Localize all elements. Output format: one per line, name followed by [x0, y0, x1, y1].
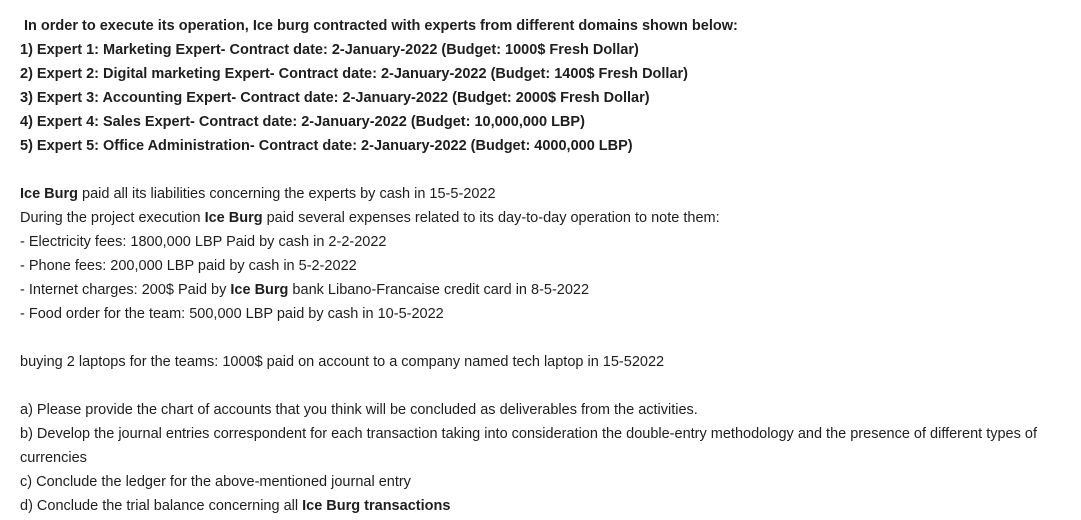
company-name: Ice Burg — [204, 210, 263, 226]
liabilities-text: paid all its liabilities concerning the experts by cash in 15-5-2022 — [78, 186, 496, 202]
expert-item-5: 5) Expert 5: Office Administration- Contract date: 2-January-2022 (Budget: 4000,000 LBP) — [20, 138, 633, 154]
question-b: b) Develop the journal entries correspondent for each transaction taking into consideration the double-entry methodology and the presence of different types of currencies — [20, 426, 1037, 466]
expert-item-2: 2) Expert 2: Digital marketing Expert- Contract date: 2-January-2022 (Budget: 1400$ Fresh Dollar) — [20, 66, 688, 82]
expert-item-4: 4) Expert 4: Sales Expert- Contract date: 2-January-2022 (Budget: 10,000,000 LBP) — [20, 114, 585, 130]
laptops-line: buying 2 laptops for the teams: 1000$ paid on account to a company named tech laptop in 15-52022 — [20, 354, 665, 370]
execution-text-post: paid several expenses related to its day-to-day operation to note them: — [262, 210, 720, 226]
spacer — [20, 158, 1078, 182]
document-body — [20, 14, 1078, 518]
expense-electricity: - Electricity fees: 1800,000 LBP Paid by cash in 2-2-2022 — [20, 234, 387, 250]
expense-phone: - Phone fees: 200,000 LBP paid by cash in 5-2-2022 — [20, 258, 357, 274]
company-name: Ice Burg — [20, 186, 79, 202]
company-name: Ice Burg — [230, 282, 289, 298]
question-d-bold: Ice Burg transactions — [302, 498, 451, 514]
spacer — [20, 374, 1078, 398]
question-c: c) Conclude the ledger for the above-mentioned journal entry — [20, 474, 411, 490]
question-a: a) Please provide the chart of accounts that you think will be concluded as deliverables from the activities. — [20, 402, 698, 418]
execution-text-pre: During the project execution — [20, 210, 205, 226]
expense-internet — [20, 278, 1078, 302]
expert-item-3: 3) Expert 3: Accounting Expert- Contract date: 2-January-2022 (Budget: 2000$ Fresh Dollar) — [20, 90, 650, 106]
expert-item-1: 1) Expert 1: Marketing Expert- Contract date: 2-January-2022 (Budget: 1000$ Fresh Dollar) — [20, 42, 639, 58]
experts-list — [20, 38, 1078, 158]
spacer — [20, 326, 1078, 350]
internet-text-pre: - Internet charges: 200$ Paid by — [20, 282, 231, 298]
question-d-text: d) Conclude the trial balance concerning all — [20, 498, 303, 514]
execution-line — [20, 206, 1078, 230]
intro-paragraph: In order to execute its operation, Ice burg contracted with experts from different domains shown below: — [24, 18, 738, 34]
liabilities-line — [20, 182, 1078, 206]
internet-text-post: bank Libano-Francaise credit card in 8-5-2022 — [288, 282, 590, 298]
question-d — [20, 494, 1078, 518]
expense-food: - Food order for the team: 500,000 LBP paid by cash in 10-5-2022 — [20, 306, 444, 322]
